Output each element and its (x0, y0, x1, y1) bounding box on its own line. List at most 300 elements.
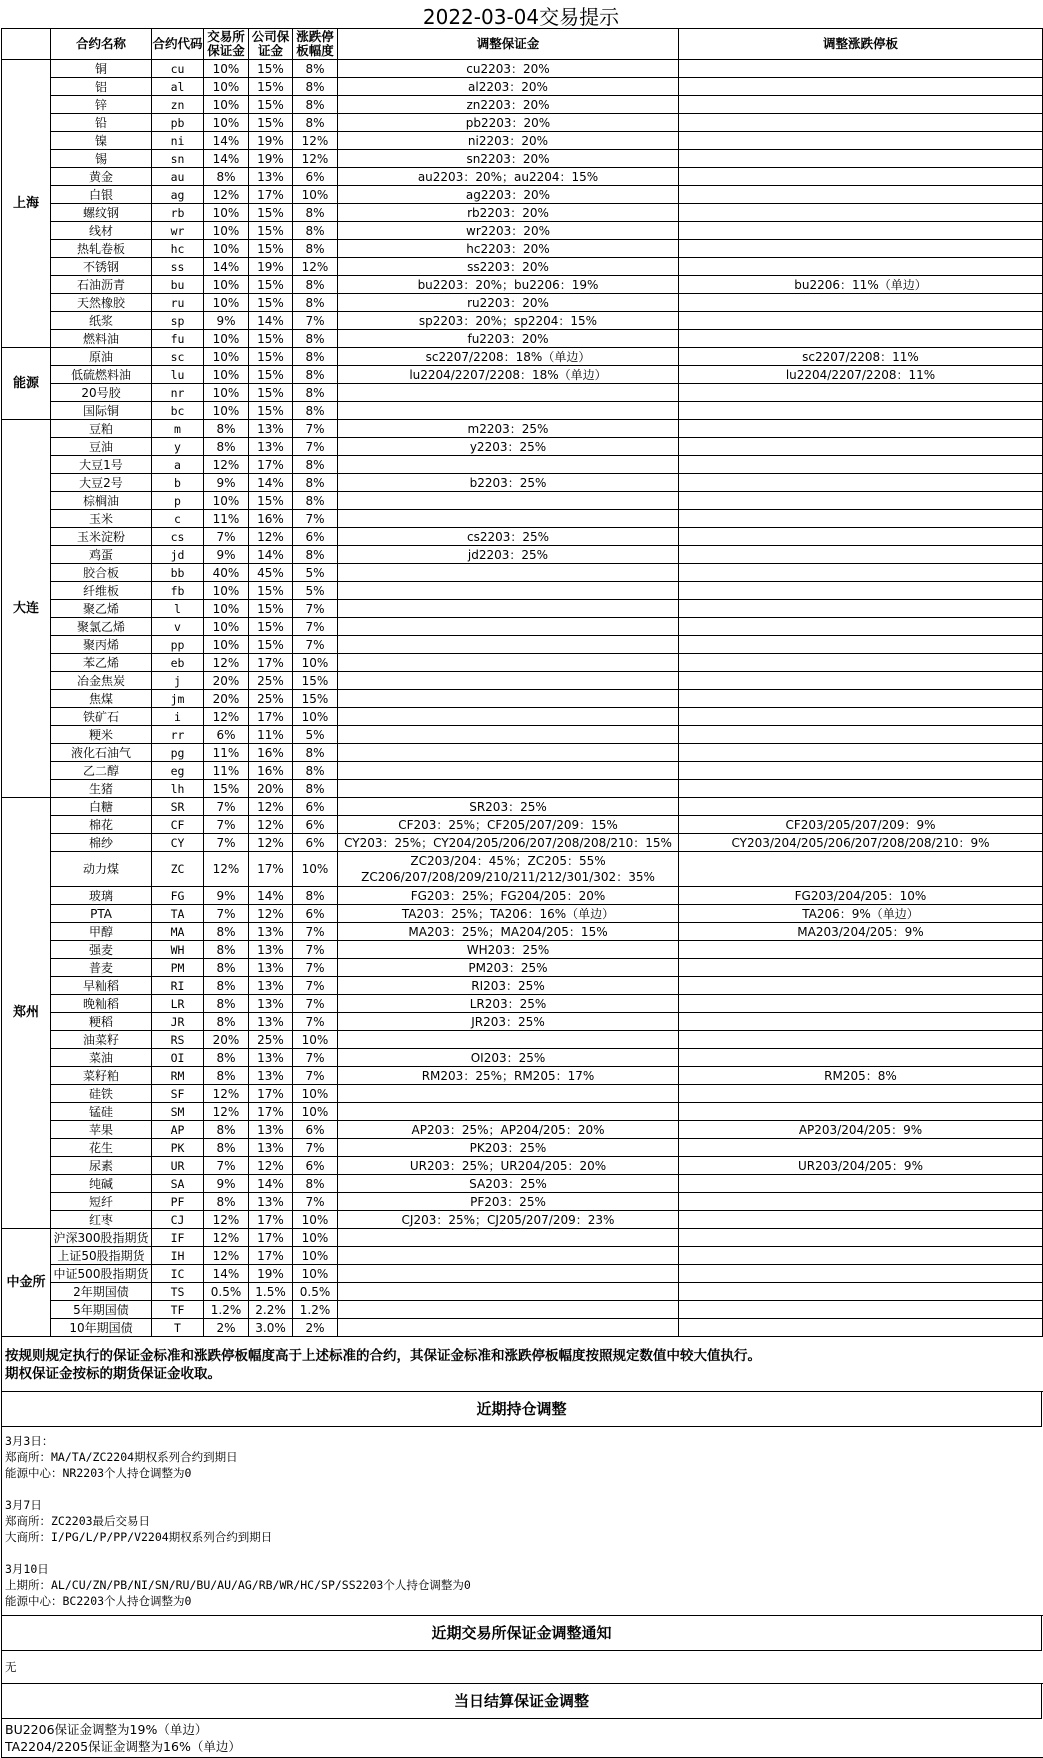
exchange-margin-cell: 9% (204, 887, 249, 905)
company-margin-cell: 12% (249, 905, 293, 923)
company-margin-cell: 17% (249, 1211, 293, 1229)
adjust-margin-cell (338, 618, 679, 636)
contract-name-cell: 棉纱 (51, 834, 152, 852)
company-margin-cell: 13% (249, 959, 293, 977)
company-margin-cell: 12% (249, 1157, 293, 1175)
contract-code-cell: l (152, 600, 204, 618)
adjust-limit-cell (679, 330, 1043, 348)
company-margin-cell: 25% (249, 690, 293, 708)
contract-name-cell: 国际铜 (51, 402, 152, 420)
adjust-margin-cell: RI203：25% (338, 977, 679, 995)
company-margin-cell: 17% (249, 1103, 293, 1121)
page-title: 2022-03-04交易提示 (422, 5, 620, 29)
limit-cell: 8% (293, 366, 338, 384)
contract-name-cell: 20号胶 (51, 384, 152, 402)
table-row (2, 312, 1043, 330)
limit-cell: 5% (293, 564, 338, 582)
contract-code-cell: PM (152, 959, 204, 977)
contract-code-cell: SR (152, 798, 204, 816)
adjust-margin-cell: PK203：25% (338, 1139, 679, 1157)
contract-code-cell: eg (152, 762, 204, 780)
exchange-margin-cell: 10% (204, 618, 249, 636)
adjust-margin-cell (338, 1265, 679, 1283)
limit-cell: 7% (293, 1013, 338, 1031)
adjust-margin-cell: au2203：20%；au2204：15% (338, 168, 679, 186)
company-margin-cell: 15% (249, 204, 293, 222)
adjust-margin-cell (338, 1301, 679, 1319)
limit-cell: 7% (293, 977, 338, 995)
contract-code-cell: au (152, 168, 204, 186)
exchange-margin-cell: 9% (204, 474, 249, 492)
adjust-limit-cell (679, 240, 1043, 258)
company-margin-cell: 19% (249, 258, 293, 276)
table-row (2, 654, 1043, 672)
position-line: 3月10日 (5, 1562, 49, 1576)
settlement-line: BU2206保证金调整为19%（单边） (5, 1722, 208, 1737)
adjust-margin-cell: WH203：25% (338, 941, 679, 959)
limit-cell: 6% (293, 798, 338, 816)
adjust-limit-cell (679, 114, 1043, 132)
limit-cell: 7% (293, 959, 338, 977)
contract-name-cell: 铁矿石 (51, 708, 152, 726)
company-margin-cell: 15% (249, 348, 293, 366)
adjust-limit-cell (679, 941, 1043, 959)
adjust-limit-cell: FG203/204/205：10% (679, 887, 1043, 905)
adjust-limit-cell (679, 1301, 1043, 1319)
adjust-limit-cell (679, 995, 1043, 1013)
settlement-title: 当日结算保证金调整 (1, 1684, 1042, 1719)
adjust-limit-cell (679, 977, 1043, 995)
adjust-margin-cell: MA203：25%；MA204/205：15% (338, 923, 679, 941)
contract-name-cell: 石油沥青 (51, 276, 152, 294)
contract-code-cell: IH (152, 1247, 204, 1265)
contract-name-cell: 早籼稻 (51, 977, 152, 995)
company-margin-cell: 16% (249, 744, 293, 762)
table-row (2, 1067, 1043, 1085)
exchange-margin-cell: 7% (204, 528, 249, 546)
contract-code-cell: ZC (152, 852, 204, 887)
adjust-limit-cell (679, 204, 1043, 222)
limit-cell: 8% (293, 294, 338, 312)
company-margin-cell: 13% (249, 438, 293, 456)
exchange-margin-cell: 12% (204, 456, 249, 474)
position-block (5, 1433, 1043, 1481)
table-row (2, 816, 1043, 834)
contract-name-cell: 不锈钢 (51, 258, 152, 276)
position-line: 3月3日： (5, 1434, 54, 1448)
contract-name-cell: 低硫燃料油 (51, 366, 152, 384)
table-row (2, 744, 1043, 762)
company-margin-cell: 15% (249, 582, 293, 600)
table-row (2, 959, 1043, 977)
position-line: 3月7日 (5, 1498, 42, 1512)
table-row (2, 672, 1043, 690)
position-line: 郑商所：MA/TA/ZC2204期权系列合约到期日 (5, 1450, 238, 1464)
limit-cell: 12% (293, 132, 338, 150)
adjust-limit-cell (679, 150, 1043, 168)
contract-name-cell: 油菜籽 (51, 1031, 152, 1049)
adjust-margin-cell (338, 564, 679, 582)
contract-name-cell: 锌 (51, 96, 152, 114)
contract-name-cell: 大豆1号 (51, 456, 152, 474)
limit-cell: 0.5% (293, 1283, 338, 1301)
company-margin-cell: 17% (249, 1085, 293, 1103)
table-row (2, 276, 1043, 294)
contract-name-cell: 5年期国债 (51, 1301, 152, 1319)
limit-cell: 8% (293, 78, 338, 96)
contract-code-cell: SM (152, 1103, 204, 1121)
adjust-limit-cell (679, 654, 1043, 672)
contract-code-cell: AP (152, 1121, 204, 1139)
adjust-limit-cell (679, 186, 1043, 204)
table-row (2, 1301, 1043, 1319)
company-margin-cell: 1.5% (249, 1283, 293, 1301)
company-margin-cell: 15% (249, 600, 293, 618)
contract-name-cell: 锡 (51, 150, 152, 168)
contract-name-cell: 鸡蛋 (51, 546, 152, 564)
contract-code-cell: sp (152, 312, 204, 330)
header-adjust-margin: 调整保证金 (338, 29, 679, 60)
adjust-limit-cell (679, 528, 1043, 546)
adjust-margin-cell (338, 402, 679, 420)
table-row (2, 474, 1043, 492)
adjust-margin-cell: SA203：25% (338, 1175, 679, 1193)
table-row (2, 798, 1043, 816)
exchange-margin-cell: 12% (204, 186, 249, 204)
margin-table (1, 28, 1043, 1337)
contract-code-cell: p (152, 492, 204, 510)
exchange-margin-cell: 8% (204, 941, 249, 959)
adjust-limit-cell (679, 1193, 1043, 1211)
contract-name-cell: 甲醇 (51, 923, 152, 941)
margin-table-body (2, 29, 1043, 1337)
contract-name-cell: 生猪 (51, 780, 152, 798)
limit-cell: 6% (293, 1157, 338, 1175)
exchange-margin-cell: 10% (204, 636, 249, 654)
limit-cell: 12% (293, 258, 338, 276)
limit-cell: 8% (293, 762, 338, 780)
exchange-margin-cell: 20% (204, 1031, 249, 1049)
company-margin-cell: 17% (249, 456, 293, 474)
adjust-limit-cell (679, 546, 1043, 564)
table-row (2, 294, 1043, 312)
limit-cell: 10% (293, 1265, 338, 1283)
limit-cell: 1.2% (293, 1301, 338, 1319)
exchange-margin-cell: 12% (204, 1085, 249, 1103)
table-row (2, 1247, 1043, 1265)
exchange-margin-cell: 10% (204, 492, 249, 510)
notice-section (1, 1337, 1043, 1392)
company-margin-cell: 13% (249, 941, 293, 959)
header-exchange-margin: 交易所保证金 (204, 29, 249, 60)
adjust-limit-cell (679, 510, 1043, 528)
contract-name-cell: 菜籽粕 (51, 1067, 152, 1085)
exchange-name-cell: 能源 (2, 348, 51, 420)
header-contract-name: 合约名称 (51, 29, 152, 60)
adjust-limit-cell (679, 60, 1043, 78)
exchange-margin-cell: 9% (204, 546, 249, 564)
contract-code-cell: rb (152, 204, 204, 222)
contract-code-cell: OI (152, 1049, 204, 1067)
contract-code-cell: UR (152, 1157, 204, 1175)
exchange-margin-cell: 10% (204, 78, 249, 96)
table-row (2, 905, 1043, 923)
limit-cell: 8% (293, 348, 338, 366)
adjust-margin-cell: b2203：25% (338, 474, 679, 492)
contract-name-cell: 上证50股指期货 (51, 1247, 152, 1265)
company-margin-cell: 15% (249, 78, 293, 96)
contract-name-cell: PTA (51, 905, 152, 923)
contract-code-cell: CF (152, 816, 204, 834)
table-row (2, 1193, 1043, 1211)
contract-name-cell: 红枣 (51, 1211, 152, 1229)
table-row (2, 1319, 1043, 1337)
limit-cell: 8% (293, 330, 338, 348)
table-row (2, 258, 1043, 276)
exchange-margin-cell: 10% (204, 114, 249, 132)
adjust-margin-cell: pb2203：20% (338, 114, 679, 132)
adjust-limit-cell (679, 1013, 1043, 1031)
adjust-limit-cell (679, 582, 1043, 600)
contract-code-cell: T (152, 1319, 204, 1337)
exchange-margin-cell: 10% (204, 294, 249, 312)
contract-name-cell: 动力煤 (51, 852, 152, 887)
adjust-margin-cell: lu2204/2207/2208：18%（单边） (338, 366, 679, 384)
company-margin-cell: 20% (249, 780, 293, 798)
exchange-margin-cell: 14% (204, 132, 249, 150)
adjust-limit-cell (679, 96, 1043, 114)
contract-name-cell: 铝 (51, 78, 152, 96)
adjust-margin-cell (338, 1229, 679, 1247)
limit-cell: 10% (293, 1247, 338, 1265)
adjust-margin-cell: JR203：25% (338, 1013, 679, 1031)
contract-code-cell: wr (152, 222, 204, 240)
contract-name-cell: 玻璃 (51, 887, 152, 905)
table-row (2, 240, 1043, 258)
contract-code-cell: sc (152, 348, 204, 366)
adjust-limit-cell (679, 1031, 1043, 1049)
contract-name-cell: 强麦 (51, 941, 152, 959)
adjust-margin-cell: hc2203：20% (338, 240, 679, 258)
company-margin-cell: 13% (249, 420, 293, 438)
table-row (2, 1157, 1043, 1175)
contract-code-cell: bb (152, 564, 204, 582)
table-row (2, 78, 1043, 96)
exchange-margin-cell: 20% (204, 690, 249, 708)
limit-cell: 7% (293, 438, 338, 456)
contract-code-cell: rr (152, 726, 204, 744)
limit-cell: 15% (293, 690, 338, 708)
table-row (2, 168, 1043, 186)
exchange-margin-cell: 6% (204, 726, 249, 744)
table-row (2, 977, 1043, 995)
position-line: 上期所：AL/CU/ZN/PB/NI/SN/RU/BU/AU/AG/RB/WR/HC/SP/SS2203个人持仓调整为0 (5, 1578, 471, 1592)
adjust-limit-cell (679, 1211, 1043, 1229)
table-row (2, 132, 1043, 150)
adjust-limit-cell: UR203/204/205：9% (679, 1157, 1043, 1175)
adjust-margin-cell: AP203：25%；AP204/205：20% (338, 1121, 679, 1139)
exchange-margin-cell: 11% (204, 744, 249, 762)
adjust-limit-cell (679, 402, 1043, 420)
limit-cell: 6% (293, 168, 338, 186)
position-line: 能源中心：NR2203个人持仓调整为0 (5, 1466, 192, 1480)
exchange-margin-cell: 8% (204, 438, 249, 456)
table-row (2, 114, 1043, 132)
contract-code-cell: ag (152, 186, 204, 204)
contract-code-cell: eb (152, 654, 204, 672)
limit-cell: 2% (293, 1319, 338, 1337)
limit-cell: 7% (293, 600, 338, 618)
company-margin-cell: 15% (249, 276, 293, 294)
company-margin-cell: 15% (249, 384, 293, 402)
company-margin-cell: 15% (249, 96, 293, 114)
company-margin-cell: 25% (249, 672, 293, 690)
adjust-limit-cell (679, 852, 1043, 887)
limit-cell: 8% (293, 60, 338, 78)
company-margin-cell: 15% (249, 618, 293, 636)
limit-cell: 10% (293, 1031, 338, 1049)
table-row (2, 456, 1043, 474)
adjust-margin-cell: wr2203：20% (338, 222, 679, 240)
contract-name-cell: 豆粕 (51, 420, 152, 438)
exchange-margin-cell: 40% (204, 564, 249, 582)
adjust-margin-cell (338, 744, 679, 762)
table-row (2, 1229, 1043, 1247)
table-row (2, 887, 1043, 905)
exchange-name-cell: 上海 (2, 60, 51, 348)
company-margin-cell: 19% (249, 150, 293, 168)
adjust-margin-cell: TA203：25%；TA206：16%（单边） (338, 905, 679, 923)
exchange-margin-cell: 8% (204, 995, 249, 1013)
exchange-notice-title: 近期交易所保证金调整通知 (1, 1616, 1042, 1651)
limit-cell: 5% (293, 582, 338, 600)
table-row (2, 528, 1043, 546)
contract-code-cell: lh (152, 780, 204, 798)
contract-code-cell: CJ (152, 1211, 204, 1229)
adjust-limit-cell (679, 1319, 1043, 1337)
exchange-margin-cell: 10% (204, 348, 249, 366)
adjust-limit-cell (679, 600, 1043, 618)
company-margin-cell: 15% (249, 402, 293, 420)
contract-code-cell: MA (152, 923, 204, 941)
adjust-limit-cell (679, 744, 1043, 762)
contract-code-cell: TA (152, 905, 204, 923)
table-row (2, 564, 1043, 582)
position-line: 郑商所：ZC2203最后交易日 (5, 1514, 151, 1528)
contract-name-cell: 镍 (51, 132, 152, 150)
contract-code-cell: RS (152, 1031, 204, 1049)
exchange-margin-cell: 15% (204, 780, 249, 798)
contract-code-cell: pg (152, 744, 204, 762)
contract-code-cell: PK (152, 1139, 204, 1157)
limit-cell: 7% (293, 618, 338, 636)
table-row (2, 852, 1043, 887)
contract-code-cell: bu (152, 276, 204, 294)
adjust-limit-cell (679, 762, 1043, 780)
table-row (2, 1283, 1043, 1301)
company-margin-cell: 12% (249, 528, 293, 546)
adjust-limit-cell (679, 726, 1043, 744)
contract-code-cell: i (152, 708, 204, 726)
table-row (2, 204, 1043, 222)
company-margin-cell: 15% (249, 330, 293, 348)
exchange-margin-cell: 10% (204, 330, 249, 348)
contract-name-cell: 聚丙烯 (51, 636, 152, 654)
company-margin-cell: 15% (249, 636, 293, 654)
adjust-limit-cell (679, 959, 1043, 977)
adjust-limit-cell (679, 618, 1043, 636)
settlement-body (1, 1719, 1043, 1758)
contract-code-cell: jm (152, 690, 204, 708)
adjust-margin-cell (338, 1247, 679, 1265)
adjust-margin-cell (338, 1283, 679, 1301)
contract-name-cell: 中证500股指期货 (51, 1265, 152, 1283)
limit-cell: 8% (293, 1175, 338, 1193)
table-row (2, 348, 1043, 366)
adjust-limit-cell (679, 1283, 1043, 1301)
limit-cell: 8% (293, 240, 338, 258)
contract-name-cell: 原油 (51, 348, 152, 366)
adjust-margin-cell: PF203：25% (338, 1193, 679, 1211)
notice-line: 按规则规定执行的保证金标准和涨跌停板幅度高于上述标准的合约，其保证金标准和涨跌停板幅度按照规定数值中较大值执行。 (5, 1348, 761, 1364)
company-margin-cell: 13% (249, 1139, 293, 1157)
limit-cell: 10% (293, 852, 338, 887)
company-margin-cell: 13% (249, 923, 293, 941)
contract-name-cell: 2年期国债 (51, 1283, 152, 1301)
company-margin-cell: 25% (249, 1031, 293, 1049)
limit-cell: 8% (293, 276, 338, 294)
adjust-margin-cell (338, 456, 679, 474)
adjust-limit-cell (679, 564, 1043, 582)
adjust-margin-cell: OI203：25% (338, 1049, 679, 1067)
adjust-margin-cell: bu2203：20%；bu2206：19% (338, 276, 679, 294)
limit-cell: 7% (293, 420, 338, 438)
contract-code-cell: ru (152, 294, 204, 312)
exchange-margin-cell: 12% (204, 852, 249, 887)
exchange-margin-cell: 8% (204, 1067, 249, 1085)
contract-name-cell: 纤维板 (51, 582, 152, 600)
exchange-margin-cell: 11% (204, 762, 249, 780)
company-margin-cell: 13% (249, 1013, 293, 1031)
contract-code-cell: m (152, 420, 204, 438)
adjust-margin-cell: FG203：25%；FG204/205：20% (338, 887, 679, 905)
table-row (2, 762, 1043, 780)
limit-cell: 8% (293, 492, 338, 510)
table-row (2, 60, 1043, 78)
contract-name-cell: 铅 (51, 114, 152, 132)
table-row (2, 366, 1043, 384)
limit-cell: 8% (293, 222, 338, 240)
company-margin-cell: 17% (249, 186, 293, 204)
adjust-limit-cell (679, 222, 1043, 240)
limit-cell: 10% (293, 186, 338, 204)
contract-name-cell: 普麦 (51, 959, 152, 977)
company-margin-cell: 17% (249, 852, 293, 887)
adjust-margin-cell (338, 1031, 679, 1049)
exchange-margin-cell: 10% (204, 240, 249, 258)
contract-name-cell: 沪深300股指期货 (51, 1229, 152, 1247)
exchange-margin-cell: 1.2% (204, 1301, 249, 1319)
exchange-margin-cell: 10% (204, 402, 249, 420)
adjust-margin-cell: fu2203：20% (338, 330, 679, 348)
contract-name-cell: 线材 (51, 222, 152, 240)
limit-cell: 6% (293, 905, 338, 923)
company-margin-cell: 17% (249, 1229, 293, 1247)
adjust-margin-cell: ag2203：20% (338, 186, 679, 204)
adjust-margin-cell: ru2203：20% (338, 294, 679, 312)
table-row (2, 834, 1043, 852)
table-row (2, 708, 1043, 726)
